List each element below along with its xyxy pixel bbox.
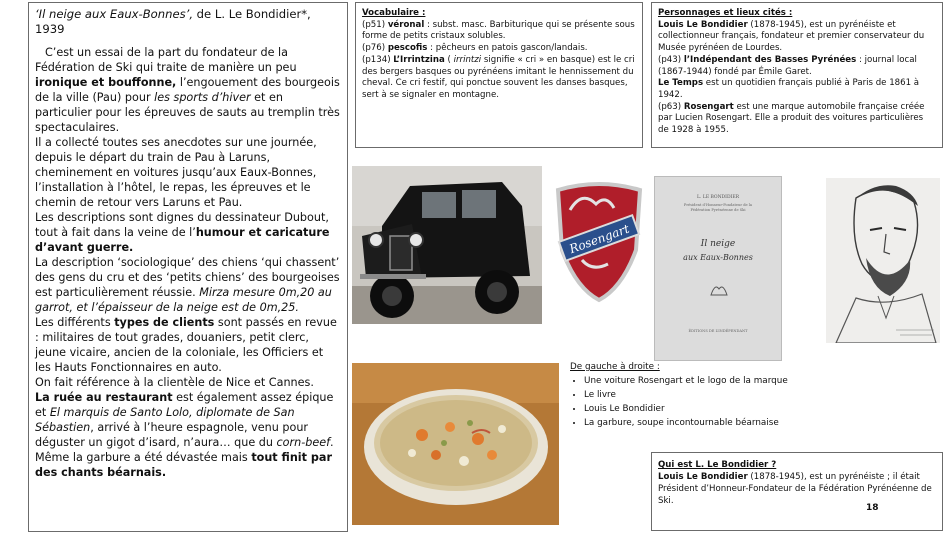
- title-rest: de L. Le Bondidier*, 1939: [35, 7, 311, 36]
- caption-item: • La garbure, soupe incontournable béarnaise: [584, 416, 830, 430]
- vocab-item-pescofis: (p76) pescofis : pêcheurs en patois gascon/landais.: [362, 43, 588, 54]
- car-photo: [352, 166, 542, 324]
- place-le-temps: Le Temps est un quotidien français publié à Paris de 1861 à 1942.: [658, 78, 920, 100]
- book-cover-photo: [654, 176, 782, 361]
- main-title: [35, 7, 341, 37]
- caption-item: • Louis Le Bondidier: [584, 402, 830, 416]
- main-text-box: [28, 2, 348, 532]
- characters-heading: Personnages et lieux cités :: [658, 8, 793, 18]
- paragraph-4: La description ‘sociologique’ des chiens ‘qui chassent’ des gens du cru et des ‘petits chiens’ des bourgeoises est particulièrement réussie. Mirza mesure 0m,20 au garrot, et l’épaisseur de la neige est de 0m,25.: [35, 256, 340, 314]
- portrait-sketch: [826, 178, 940, 343]
- paragraph-2: Il a collecté toutes ses anecdotes sur une journée, depuis le départ du train de Pau à Laruns, cheminement en voitures jusqu’aux Eaux-Bonnes, l’installation à l’hôtel, le repas, les épreuves et le chemin de retour vers Laruns et Pau.: [35, 136, 317, 209]
- book-title-line1: Il neige: [700, 239, 736, 249]
- paragraph-7: La ruée au restaurant est également assez épique et El marquis de Santo Lolo, diplomate de San Sébastien, arrivé à l’heure espagnole, venu pour déguster un gigot d’isard, n’aura… que du corn-beef.: [35, 391, 334, 449]
- image-captions: [570, 360, 830, 430]
- vocab-item-veronal: (p51) véronal : subst. masc. Barbiturique qui se présente sous forme de petits cristaux solubles.: [362, 19, 635, 42]
- book-title-line2: aux Eaux-Bonnes: [683, 253, 753, 262]
- book-publisher: ÉDITIONS DE L’INDÉPENDANT: [688, 329, 748, 333]
- rosengart-logo: [552, 180, 646, 304]
- place-independant: (p43) l’Indépendant des Basses Pyrénées : journal local (1867-1944) fondé par Émile Garet.: [658, 54, 917, 77]
- title-italic: ‘Il neige aux Eaux-Bonnes’,: [35, 7, 193, 21]
- who-is-box: [651, 452, 943, 531]
- captions-heading: De gauche à droite :: [570, 362, 660, 372]
- captions-list: [570, 374, 830, 430]
- vocab-item-irrintzina: (p134) L’Irrintzina ( irrintzi signifie « cri » en basque) est le cri des bergers basques ou pyrénéens imitant le hennissement du cheval. Ce cri festif, qui ponctue souvent les danses basques, sert à se signaler en montagne.: [362, 54, 635, 100]
- paragraph-5: Les différents types de clients sont passés en revue : militaires de tout grades, douaniers, petit clerc, jeune vicaire, ancien de la coloniale, les Officiers et les Hauts Fonctionnaires en auto.: [35, 316, 337, 374]
- book-author: L. LE BONDIDIER: [696, 195, 739, 200]
- caption-item: • Le livre: [584, 388, 830, 402]
- vocabulary-heading: Vocabulaire :: [362, 8, 426, 18]
- paragraph-6: On fait référence à la clientèle de Nice et Cannes.: [35, 376, 314, 389]
- characters-box: [651, 2, 943, 148]
- garbure-soup-photo: [352, 363, 559, 525]
- person-le-bondidier: Louis Le Bondidier (1878-1945), est un pyrénéiste et collectionneur français, fondateur et premier conservateur du Musée pyrénéen de Lourdes.: [658, 19, 925, 54]
- logo-text: Rosengart: [567, 221, 632, 257]
- book-subtitle: Président d’Honneur-Fondateur de la Fédération Pyrénéenne de Ski: [683, 203, 753, 212]
- vocabulary-box: [355, 2, 643, 148]
- paragraph-1: C’est un essai de la part du fondateur de la Fédération de Ski qui traite de manière un peu ironique et bouffonne, l’engouement des bourgeois de la ville (Pau) pour les sports d’hiver et en particulier pour les épreuves de sauts au tremplin très spectaculaires.: [35, 46, 340, 134]
- brand-rosengart: (p63) Rosengart est une marque automobile française créée par Lucien Rosengart. Elle a produit des voitures particulières de 1928 à 1955.: [658, 101, 925, 136]
- caption-item: • Une voiture Rosengart et le logo de la marque: [584, 374, 830, 388]
- who-is-heading: Qui est L. Le Bondidier ?: [658, 460, 777, 470]
- page-number: 18: [866, 503, 879, 513]
- book-emblem: [709, 281, 729, 297]
- who-is-text: Louis Le Bondidier (1878-1945), est un pyrénéiste ; il était Président d’Honneur-Fondateur de la Fédération Pyrénéenne de Ski.: [658, 472, 932, 506]
- paragraph-3: Les descriptions sont dignes du dessinateur Dubout, tout à fait dans la veine de l’humour et caricature d’avant guerre.: [35, 211, 330, 254]
- paragraph-8: Même la garbure a été dévastée mais tout finit par des chants béarnais.: [35, 451, 332, 479]
